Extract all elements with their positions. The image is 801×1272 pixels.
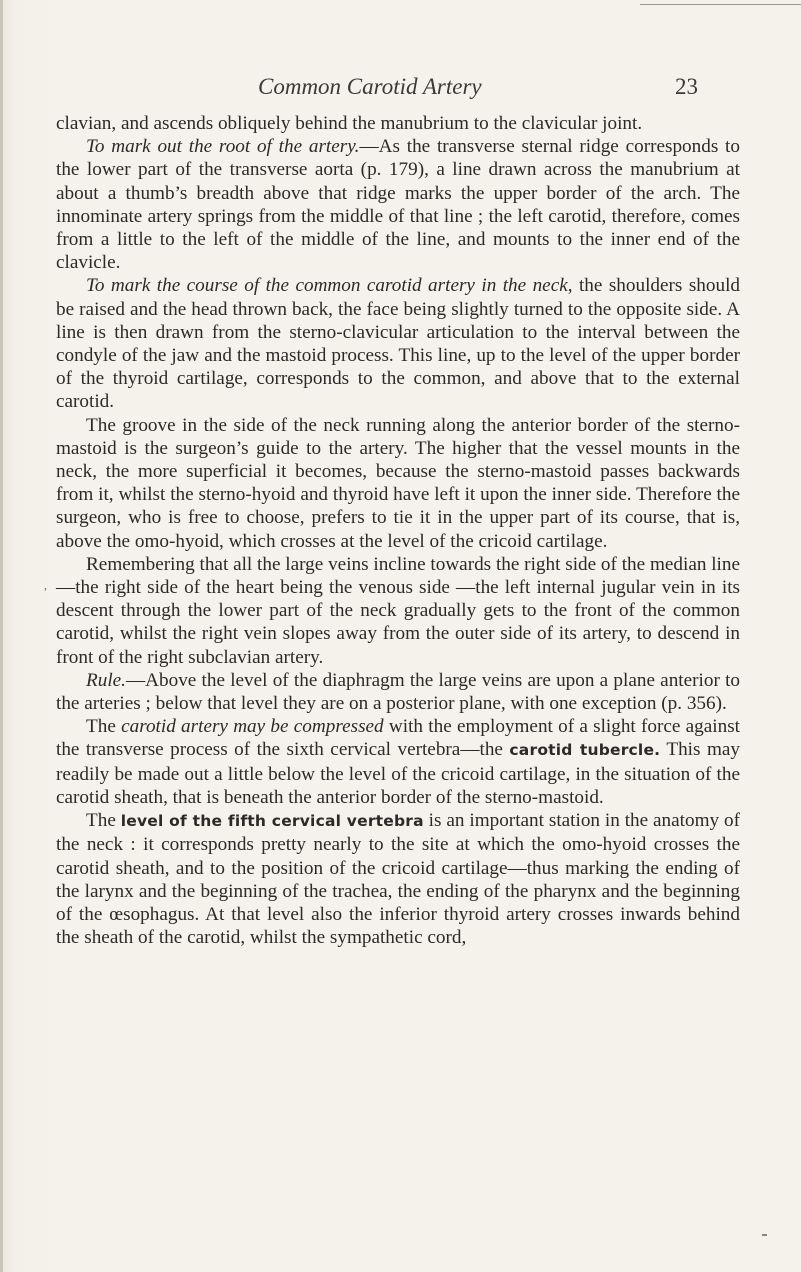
paragraph-root-body: —As the transverse sternal ridge corresponds to the lower part of the transverse aorta (p. 179), a line drawn across the manubrium at about a thumb’s breadth above that ridge marks the upper border of the arch. The innominate artery springs from the middle of that line ; the left carotid, therefore, comes from a little to the left of the middle of the line, and mounts to the inner end of the clavicle. [56,136,740,274]
margin-mark: , [44,578,47,592]
page-spine-edge [0,0,3,1272]
paragraph-compression [56,715,740,809]
italic-heading-compressed: carotid artery may be compressed [121,716,384,738]
top-edge-rule [640,4,801,5]
bold-term-fifth-cervical: level of the fifth cervical vertebra [120,812,424,831]
paragraph-fifth-vertebra [56,809,740,949]
paragraph-continuation: clavian, and ascends obliquely behind the manubrium to the clavicular joint. [56,113,643,134]
italic-heading-root: To mark out the root of the artery. [86,136,360,158]
paragraph-groove: The groove in the side of the neck running along the anterior border of the sterno-mastoid is the surgeon’s guide to the artery. The higher that the vessel mounts in the neck, the more superficial it becomes, because the sterno-mastoid passes backwards from it, whilst the sterno-hyoid and thyroid have left it upon the inner side. Therefore the surgeon, who is free to choose, prefers to tie it in the upper part of its course, that is, above the omo-hyoid, which crosses at the level of the cricoid cartilage. [56,414,740,552]
paragraph-course-of-artery [56,274,740,413]
italic-heading-rule: Rule. [86,669,126,691]
running-title: Common Carotid Artery [258,74,482,99]
paragraph-root-of-artery [56,135,740,274]
body-text [56,112,740,949]
paragraph-compression-body: This may readily be made out a little below the level of the cricoid cartilage, in the situation of the carotid sheath, that is beneath the anterior border of the sterno-mastoid. [56,739,740,808]
paragraph-vertebra-body: is an important station in the anatomy of the neck : it corresponds pretty nearly to the site at which the omo-hyoid crosses the carotid sheath, and to the position of the cricoid cartilage—thus marking the ending of the larynx and the beginning of the trachea, the ending of the pharynx and the beginning of the œsophagus. At that level also the inferior thyroid artery crosses inwards behind the sheath of the carotid, whilst the sympathetic cord, [56,810,740,949]
page-corner-mark [762,1234,767,1236]
page-header [258,72,698,102]
paragraph-rule-body: —Above the level of the diaphragm the large veins are upon a plane anterior to the arteries ; below that level they are on a posterior plane, with one exception (p. 356). [56,669,740,715]
paragraph-rule [56,669,740,715]
italic-heading-course: To mark the course of the common carotid artery in the neck [86,275,568,297]
paragraph-veins: Remembering that all the large veins incline towards the right side of the median line—the right side of the heart being the venous side —the left internal jugular vein in its descent through the lower part of the neck gradually gets to the front of the common carotid, whilst the right vein slopes away from the outer side of its artery, to descend in front of the right subclavian artery. [56,553,740,668]
paragraph-course-body: , the shoulders should be raised and the head thrown back, the face being slightly turned to the opposite side. A line is then drawn from the sterno-clavicular articulation to the interval between the condyle of the jaw and the mastoid process. This line, up to the level of the upper border of the thyroid cartilage, corresponds to the common, and above that to the external carotid. [56,275,740,413]
paragraph-vertebra-lead: The [86,810,121,832]
bold-term-carotid-tubercle: carotid tubercle. [509,741,661,760]
page-number: 23 [675,74,698,99]
paragraph-compression-mid: with the employment of a slight force against the transverse process of the sixth cervical vertebra—the [56,716,741,761]
paragraph-compression-lead: The [86,716,122,738]
